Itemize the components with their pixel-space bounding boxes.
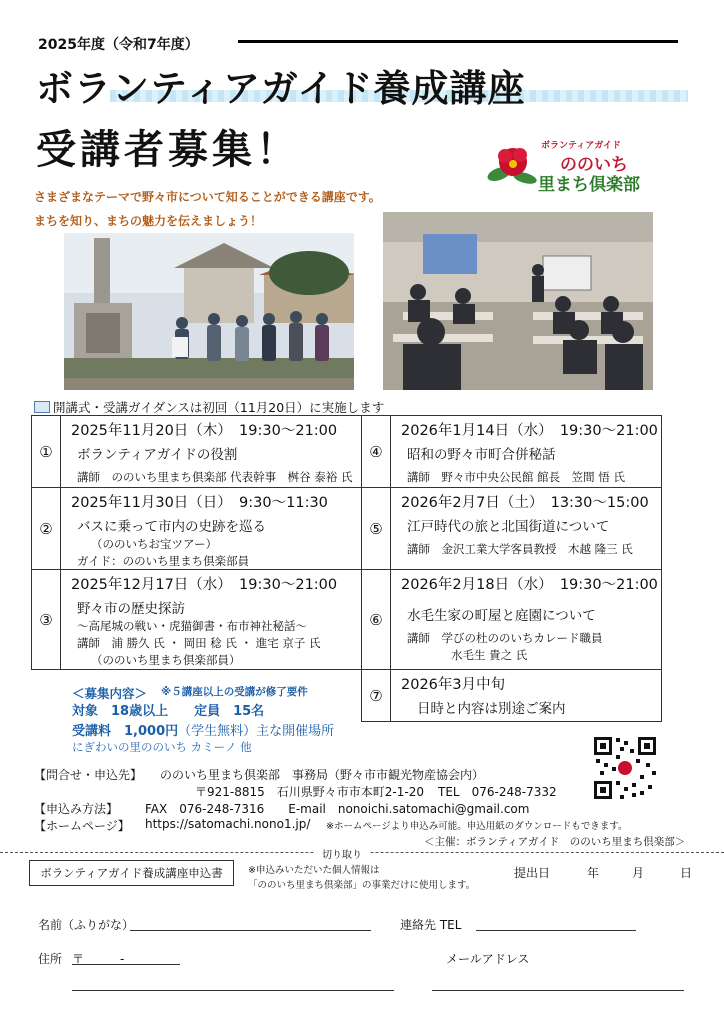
session-cell: [61, 488, 362, 570]
session-lecturer: ガイド：ののいち里まち倶楽部員: [77, 554, 250, 568]
logo-text-2: 里まち倶楽部: [538, 175, 640, 195]
session-date: 2025年11月20日（木） 19:30～21:00: [71, 423, 338, 439]
day-label: 日: [680, 866, 693, 880]
page-title: ボランティアガイド養成講座: [36, 67, 526, 110]
photo-outdoor-tour: [64, 233, 354, 390]
homepage-note: ※ホームページより申込み可能。申込用紙のダウンロードもできます。: [326, 821, 628, 832]
session-date: 2025年12月17日（水） 19:30～21:00: [71, 577, 338, 593]
session-date: 2026年3月中旬: [401, 677, 506, 693]
contact-label: 【問合せ・申込先】: [34, 768, 143, 782]
session-date: 2026年2月18日（水） 19:30～21:00: [401, 577, 658, 593]
session-cell: [391, 488, 662, 570]
session-lecturer: 講師 学びの杜ののいちカレード職員: [407, 631, 603, 645]
session-number: ③: [32, 570, 61, 670]
opening-notice-text: 開講式・受講ガイダンスは初回（11月20日）に実施します: [53, 400, 385, 415]
privacy-note-2: 「ののいち里まち倶楽部」の事業だけに使用します。: [248, 880, 476, 891]
tel-field[interactable]: [476, 930, 636, 931]
session-title: ボランティアガイドの役割: [77, 447, 238, 463]
qr-code-icon[interactable]: [592, 735, 658, 801]
session-cell: [61, 570, 362, 670]
recruit-target: 対象 18歳以上 定員 15名: [72, 704, 265, 719]
session-lecturer: 講師 野々市中央公民館 館長 笠間 悟 氏: [407, 470, 625, 484]
postal-field[interactable]: [72, 964, 180, 965]
postal-code-label: 〒 -: [72, 952, 125, 966]
address-field[interactable]: [72, 990, 394, 991]
recruit-note: ※５講座以上の受講が修了要件: [161, 686, 308, 698]
session-title: バスに乗って市内の史跡を巡る: [77, 519, 266, 535]
recruit-venue: にぎわいの里ののいち カミーノ 他: [72, 740, 252, 754]
session-number: ⑦: [362, 670, 391, 722]
session-title: 水毛生家の町屋と庭園について: [407, 608, 596, 624]
camellia-logo-icon: [487, 142, 537, 188]
fiscal-year: 2025年度（令和7年度）: [38, 37, 199, 53]
session-lecturer: 講師 金沢工業大学客員教授 木越 隆三 氏: [407, 542, 633, 556]
session-number: ②: [32, 488, 61, 570]
logo-text-1: ののいち: [560, 155, 628, 175]
session-cell: [61, 416, 362, 488]
opening-notice: [34, 398, 384, 416]
session-date: 2025年11月30日（日） 9:30～11:30: [71, 495, 328, 511]
form-title: ボランティアガイド養成講座申込書: [29, 860, 234, 886]
contact-org: ののいち里まち倶楽部 事務局（野々市市観光物産協会内）: [160, 768, 485, 782]
session-cell: [391, 570, 662, 670]
schedule-table: [31, 415, 662, 722]
session-lecturer-org: （ののいち里まち倶楽部員）: [91, 653, 241, 667]
session-lecturer-name: 水毛生 貴之 氏: [451, 648, 528, 662]
session-number: ①: [32, 416, 61, 488]
homepage-link[interactable]: https://satomachi.nono1.jp/: [145, 817, 311, 831]
session-lecturer: 講師 浦 勝久 氏 ・ 岡田 稔 氏 ・ 進宅 京子 氏: [77, 636, 321, 650]
page-subtitle: 受講者募集！: [36, 127, 300, 173]
method-text[interactable]: FAX 076-248-7316 E-mail nonoichi.satomachi@gmail.com: [145, 802, 530, 816]
session-title: 日時と内容は別途ご案内: [417, 701, 566, 717]
session-date: 2026年1月14日（水） 19:30～21:00: [401, 423, 658, 439]
email-field[interactable]: [432, 990, 684, 991]
session-number: ④: [362, 416, 391, 488]
fee-note: （学生無料）主な開催場所: [178, 724, 335, 739]
month-label: 月: [632, 866, 645, 880]
logo-small-text: ボランティアガイド: [541, 141, 621, 151]
photo-lecture-room: [383, 212, 653, 390]
name-field[interactable]: [130, 930, 371, 931]
session-title: 野々市の歴史探訪: [77, 601, 185, 617]
fee-label: 受講料 1,000円: [72, 724, 179, 739]
recruit-fee: [72, 720, 334, 739]
session-title: 昭和の野々市町合併秘話: [407, 447, 556, 463]
homepage-label: 【ホームページ】: [34, 819, 130, 833]
subtitle-1: さまざまなテーマで野々市について知ることができる講座です。: [34, 190, 381, 204]
name-label: 名前（ふりがな）: [38, 918, 135, 932]
book-icon: [34, 401, 50, 413]
submit-date-label: 提出日: [514, 866, 551, 880]
sponsor: ＜主催：ボランティアガイド ののいち里まち倶楽部＞: [424, 836, 686, 848]
divider: [238, 40, 678, 43]
contact-tel: TEL 076-248-7332: [438, 785, 557, 799]
contact-tel-label: 連絡先 TEL: [400, 918, 462, 932]
subtitle-2: まちを知り、まちの魅力を伝えましょう！: [34, 214, 263, 228]
session-detail: （ののいちお宝ツアー）: [91, 537, 218, 551]
session-number: ⑤: [362, 488, 391, 570]
email-label: メールアドレス: [446, 952, 530, 966]
contact-address: 〒921-8815 石川県野々市市本町2-1-20: [195, 785, 424, 799]
session-lecturer: 講師 ののいち里まち倶楽部 代表幹事 桝谷 泰裕 氏: [77, 470, 353, 484]
cut-label: 切り取り: [314, 846, 370, 861]
method-label: 【申込み方法】: [34, 802, 119, 816]
session-number: ⑥: [362, 570, 391, 670]
session-title: 江戸時代の旅と北国街道について: [407, 519, 610, 535]
session-detail: ～高尾城の戦い・虎猫御書・布市神社秘話～: [77, 619, 307, 633]
session-cell: [391, 416, 662, 488]
session-cell: [391, 670, 662, 722]
privacy-note-1: ※申込みいただいた個人情報は: [248, 865, 380, 876]
address-label: 住所: [38, 952, 63, 966]
recruit-heading: ＜募集内容＞: [72, 686, 148, 701]
session-date: 2026年2月7日（土） 13:30～15:00: [401, 495, 649, 511]
year-label: 年: [587, 866, 600, 880]
